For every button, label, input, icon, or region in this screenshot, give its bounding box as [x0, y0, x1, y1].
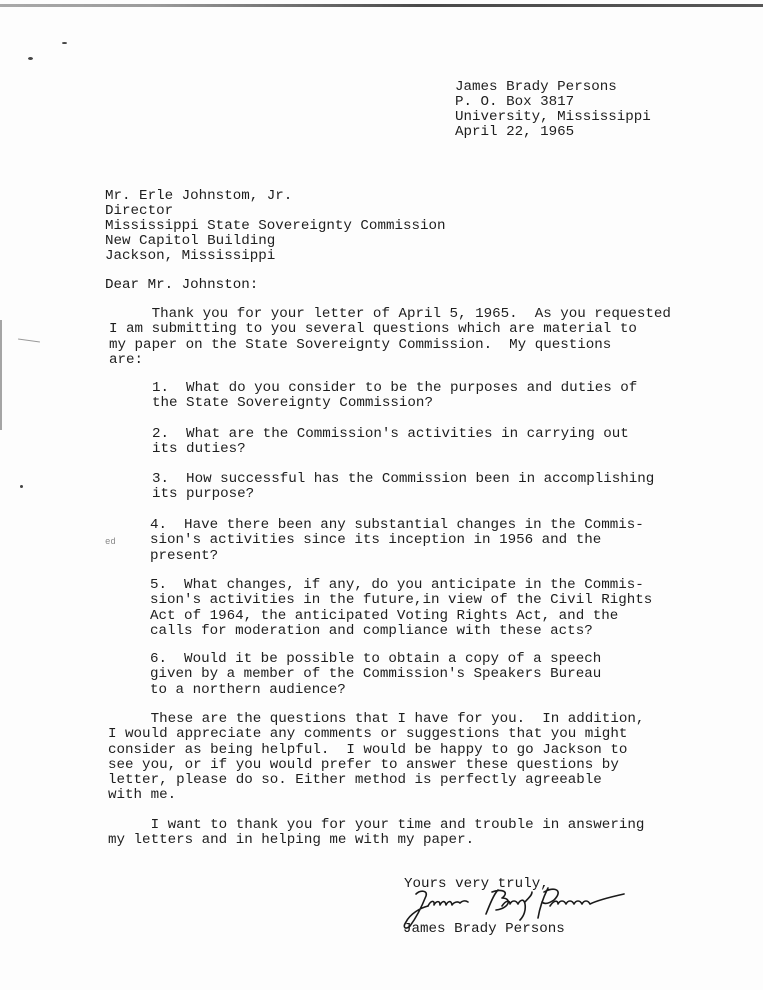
paragraph-line: I want to thank you for your time and trouble in answering: [108, 817, 645, 833]
question-4: [150, 518, 644, 564]
scan-left-edge: [0, 320, 2, 430]
recipient-city: Jackson, Mississippi: [105, 248, 276, 264]
question-line: its duties?: [152, 441, 246, 458]
paragraph-line: are:: [109, 351, 144, 368]
question-line: calls for moderation and compliance with these acts?: [150, 622, 593, 639]
question-3: [152, 472, 654, 503]
question-line: to a northern audience?: [150, 681, 346, 698]
scan-mark: [18, 338, 40, 342]
sender-city: University, Mississippi: [455, 109, 651, 125]
salutation: Dear Mr. Johnston:: [105, 277, 259, 293]
question-line: 1. What do you consider to be the purposes and duties of: [152, 380, 638, 396]
question-line: 3. How successful has the Commission been in accomplishing: [152, 471, 655, 487]
recipient-organization: Mississippi State Sovereignty Commission: [105, 218, 446, 234]
question-line: 6. Would it be possible to obtain a copy of a speech: [150, 651, 602, 667]
question-line: sion's activities since its inception in 1956 and the: [150, 532, 602, 549]
sender-po-box: P. O. Box 3817: [455, 94, 575, 110]
closing-paragraph-1: [108, 712, 644, 804]
question-line: 2. What are the Commission's activities in carrying out: [152, 426, 629, 442]
question-line: sion's activities in the future,in view of the Civil Rights: [150, 592, 653, 609]
question-line: present?: [150, 547, 219, 564]
paragraph-line: Thank you for your letter of April 5, 1965. As you requested: [109, 306, 671, 322]
question-1: [152, 381, 637, 412]
paragraph-line: my letters and in helping me with my paper.: [108, 832, 475, 849]
question-line: 5. What changes, if any, do you anticipate in the Commis-: [150, 577, 644, 593]
scan-speck: [28, 57, 33, 60]
scan-speck: [20, 485, 23, 488]
question-line: its purpose?: [152, 486, 255, 503]
scan-speck: [62, 42, 67, 44]
letter-date: April 22, 1965: [455, 124, 575, 140]
typed-signature: James Brady Persons: [403, 921, 565, 937]
paragraph-line: with me.: [108, 787, 177, 804]
scan-top-edge: [0, 4, 763, 7]
question-6: [150, 652, 601, 698]
question-line: the State Sovereignty Commission?: [152, 395, 433, 412]
question-line: 4. Have there been any substantial changes in the Commis-: [150, 517, 644, 533]
paragraph-line: These are the questions that I have for you. In addition,: [108, 711, 645, 727]
question-2: [152, 427, 629, 458]
recipient-address-block: [105, 189, 446, 264]
paragraph-line: letter, please do so. Either method is perfectly agreeable: [108, 772, 602, 789]
paragraph-line: I am submitting to you several questions which are material to: [109, 321, 637, 338]
recipient-title: Director: [105, 203, 174, 219]
sender-name: James Brady Persons: [455, 79, 617, 95]
complimentary-close: Yours very truly,: [404, 876, 549, 892]
closing-paragraph-2: [108, 818, 644, 849]
paragraph-line: I would appreciate any comments or suggestions that you might: [108, 726, 628, 743]
paragraph-line: see you, or if you would prefer to answer these questions by: [108, 756, 619, 773]
paragraph-line: consider as being helpful. I would be happy to go Jackson to: [108, 741, 628, 758]
intro-paragraph: [109, 307, 671, 368]
recipient-building: New Capitol Building: [105, 233, 276, 249]
question-5: [150, 578, 652, 639]
recipient-name: Mr. Erle Johnstom, Jr.: [105, 188, 293, 204]
question-line: Act of 1964, the anticipated Voting Rights Act, and the: [150, 607, 619, 624]
question-line: given by a member of the Commission's Speakers Bureau: [150, 666, 602, 683]
paragraph-line: my paper on the State Sovereignty Commission. My questions: [109, 336, 612, 353]
margin-annotation: ed: [105, 537, 116, 547]
sender-address-block: [455, 80, 651, 140]
